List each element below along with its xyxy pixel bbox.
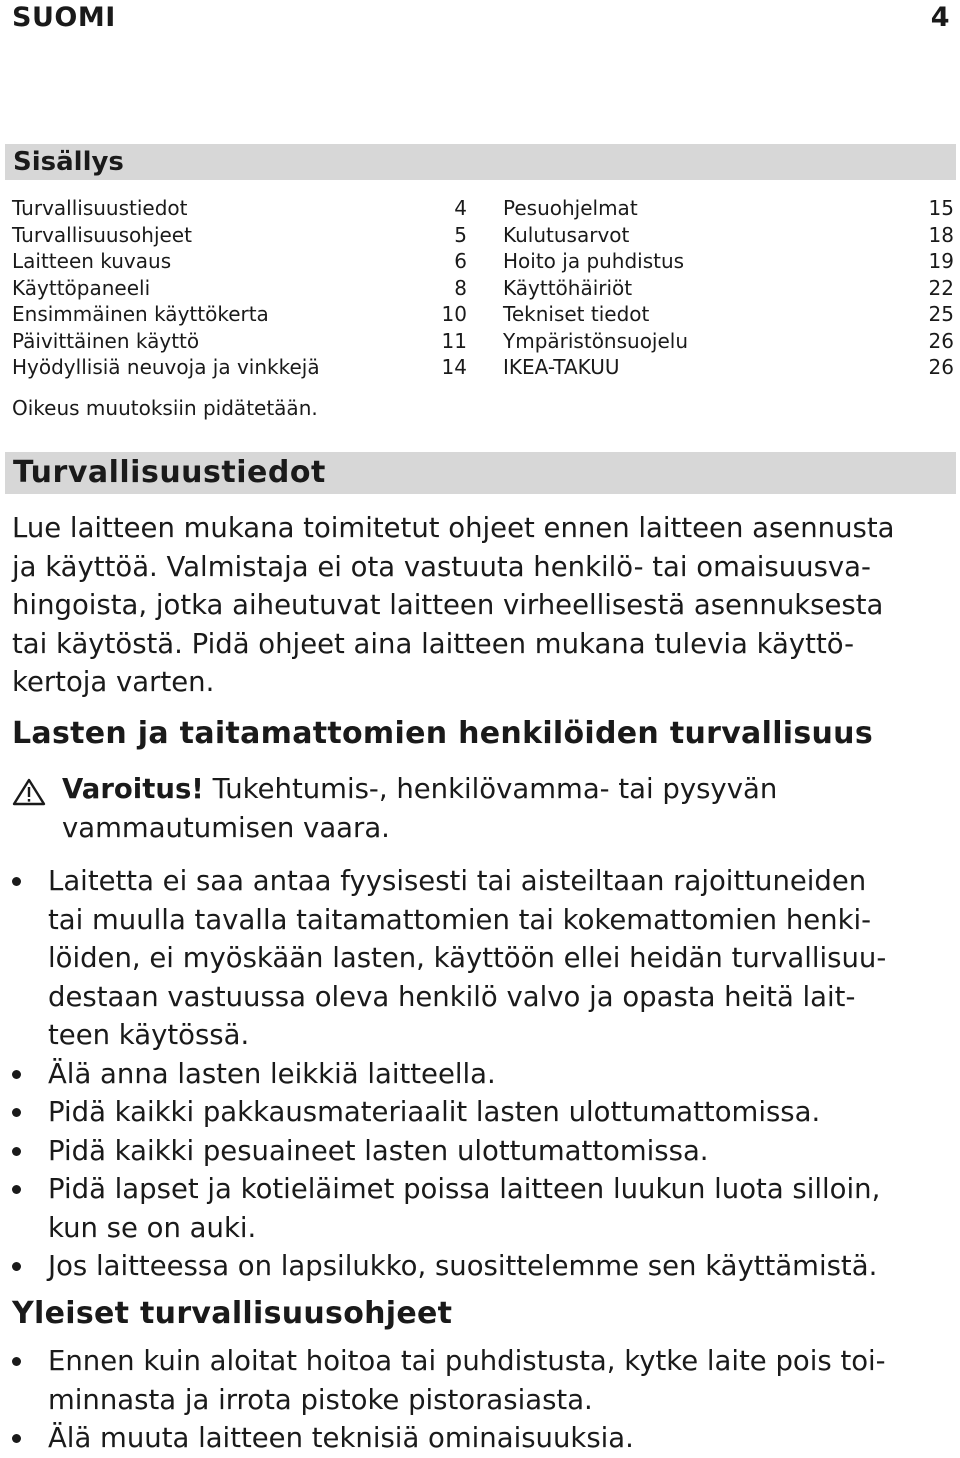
toc-column-right [503, 195, 954, 381]
bullet-icon [12, 1070, 21, 1079]
list-item: Pidä lapset ja kotieläimet poissa laitteen luukun luota silloin, kun se on auki. [12, 1170, 946, 1247]
page-header [12, 2, 950, 34]
safety-intro-paragraph [12, 509, 946, 702]
toc-entry[interactable]: Pesuohjelmat 15 [503, 196, 954, 220]
toc-entry[interactable]: Ympäristönsuojelu 26 [503, 328, 954, 353]
page-number: 4 [930, 2, 950, 33]
bullet-icon [12, 1262, 21, 1271]
toc-heading: Sisällys [5, 144, 956, 180]
bullet-icon [12, 1357, 21, 1366]
paragraph-line: kertoja varten. [12, 666, 215, 698]
list-item: Laitetta ei saa antaa fyysisesti tai aisteiltaan rajoittuneiden tai muulla tavalla taitamattomien tai kokemattomien henki- löiden, ei myöskään lasten, käyttöön ellei heidän turvallisuu- destaan vastuussa oleva henkilö valvo ja opasta heitä lait- teen käytössä. [12, 862, 946, 1055]
warning-text [12, 770, 946, 847]
warning-notice [12, 770, 946, 847]
bullet-icon [12, 1108, 21, 1117]
toc-entry[interactable]: Käyttöpaneeli 8 [12, 275, 467, 300]
list-item: Älä anna lasten leikkiä laitteella. [12, 1055, 946, 1094]
warning-message: vammautumisen vaara. [62, 811, 390, 844]
children-safety-list [12, 862, 946, 1286]
toc-entry[interactable]: Ensimmäinen käyttökerta 10 [12, 302, 467, 326]
paragraph-line: tai käytöstä. Pidä ohjeet aina laitteen mukana tulevia käyttö- [12, 627, 854, 660]
bullet-icon [12, 1434, 21, 1443]
subheading-children-safety: Lasten ja taitamattomien henkilöiden turvallisuus [12, 716, 873, 751]
toc-entry[interactable]: Päivittäinen käyttö 11 [12, 328, 467, 353]
list-item: Älä muuta laitteen teknisiä ominaisuuksia. [12, 1419, 946, 1458]
list-item: Ennen kuin aloitat hoitoa tai puhdistusta, kytke laite pois toi- minnasta ja irrota pistoke pistorasiasta. [12, 1342, 946, 1419]
toc-entry[interactable]: Tekniset tiedot 25 [503, 302, 954, 326]
warning-label: Varoitus! [62, 773, 204, 805]
toc-entry[interactable]: IKEA-TAKUU 26 [503, 355, 954, 379]
paragraph-line: hingoista, jotka aiheutuvat laitteen virheellisestä asennuksesta [12, 589, 884, 621]
toc-note: Oikeus muutoksiin pidätetään. [12, 396, 318, 420]
paragraph-line: ja käyttöä. Valmistaja ei ota vastuuta henkilö- tai omaisuusva- [12, 550, 871, 583]
toc-entry[interactable]: Hoito ja puhdistus 19 [503, 249, 954, 273]
general-safety-list [12, 1342, 946, 1458]
subheading-general-safety: Yleiset turvallisuusohjeet [12, 1296, 453, 1331]
toc-entry[interactable]: Kulutusarvot 18 [503, 222, 954, 247]
toc-entry[interactable]: Hyödyllisiä neuvoja ja vinkkejä 14 [12, 355, 467, 379]
list-item: Pidä kaikki pakkausmateriaalit lasten ulottumattomissa. [12, 1093, 946, 1132]
section-heading-safety-info: Turvallisuustiedot [5, 452, 956, 494]
list-item: Pidä kaikki pesuaineet lasten ulottumattomissa. [12, 1132, 946, 1171]
toc-entry[interactable]: Käyttöhäiriöt 22 [503, 275, 954, 300]
toc-column-left [12, 195, 467, 381]
list-item: Jos laitteessa on lapsilukko, suosittelemme sen käyttämistä. [12, 1247, 946, 1286]
bullet-icon [12, 1147, 21, 1156]
bullet-icon [12, 877, 21, 886]
toc-entry[interactable]: Turvallisuustiedot 4 [12, 196, 467, 220]
warning-message: Tukehtumis-, henkilövamma- tai pysyvän [203, 773, 778, 805]
toc-entry[interactable]: Turvallisuusohjeet 5 [12, 222, 467, 247]
paragraph-line: Lue laitteen mukana toimitetut ohjeet ennen laitteen asennusta [12, 512, 895, 544]
warning-triangle-icon [12, 778, 46, 806]
language-label: SUOMI [12, 2, 116, 33]
bullet-icon [12, 1185, 21, 1194]
toc-entry[interactable]: Laitteen kuvaus 6 [12, 249, 467, 273]
table-of-contents [12, 195, 954, 381]
